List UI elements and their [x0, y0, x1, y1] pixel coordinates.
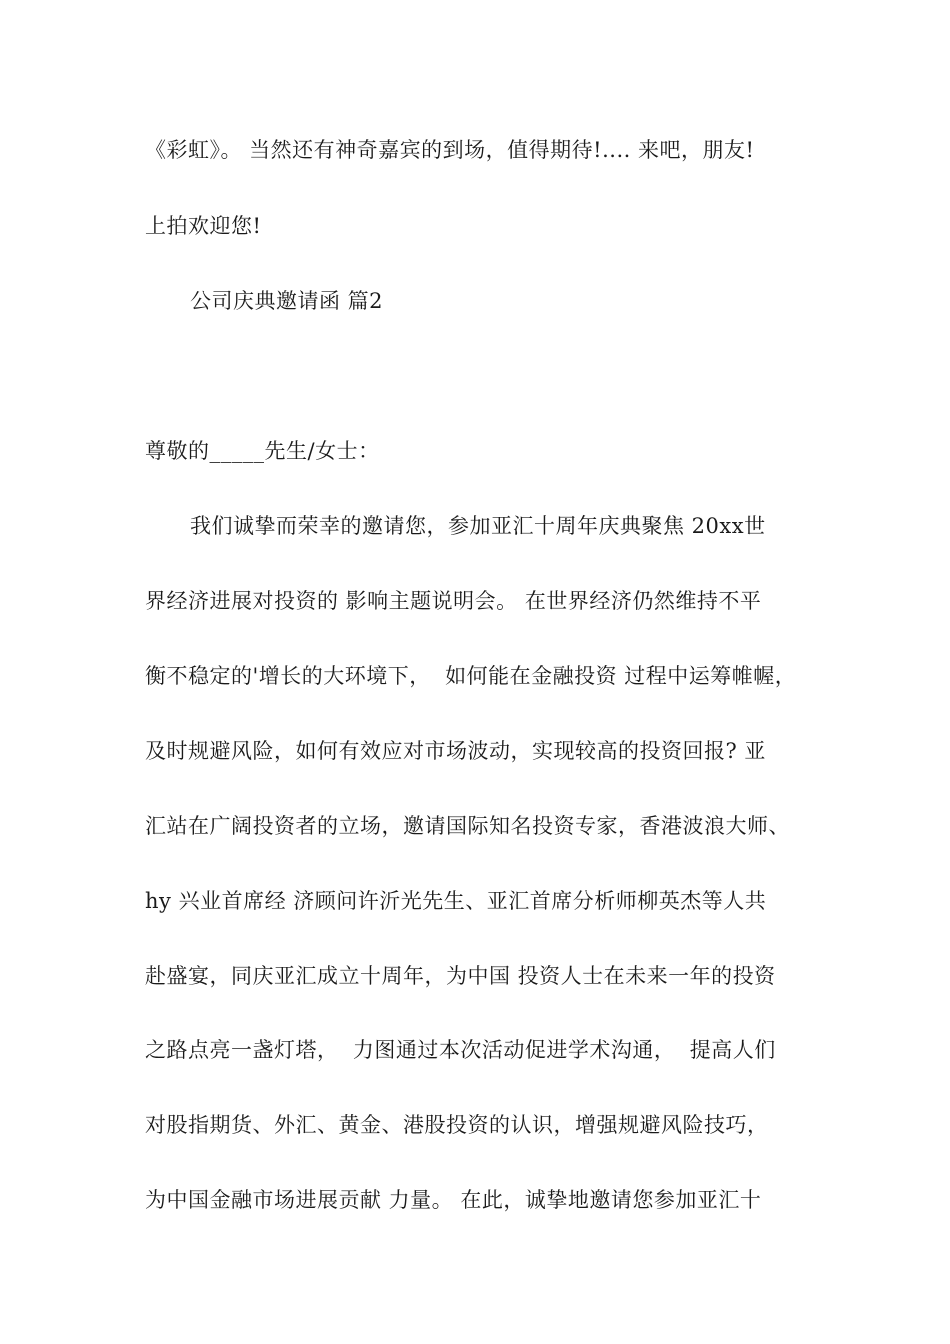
paragraph-line-3: 衡不稳定的'增长的大环境下， 如何能在金融投资 过程中运筹帷幄， [145, 664, 797, 688]
salutation: 尊敬的_____先生/女士： [145, 439, 380, 463]
paragraph-line-6: hy 兴业首席经 济顾问许沂光先生、亚汇首席分析师柳英杰等人共 [145, 889, 767, 913]
section-heading: 公司庆典邀请函 篇2 [190, 289, 384, 313]
paragraph-line-5: 汇站在广阔投资者的立场，邀请国际知名投资专家，香港波浪大师、 [145, 814, 790, 838]
paragraph-line-7: 赴盛宴，同庆亚汇成立十周年，为中国 投资人士在未来一年的投资 [145, 964, 776, 988]
text-line-1: 《彩虹》。 当然还有神奇嘉宾的到场，值得期待!.... 来吧，朋友! [145, 138, 755, 162]
paragraph-line-4: 及时规避风险，如何有效应对市场波动，实现较高的投资回报? 亚 [145, 739, 766, 763]
paragraph-line-2: 界经济进展对投资的 影响主题说明会。 在世界经济仍然维持不平 [145, 589, 762, 613]
paragraph-line-8: 之路点亮一盏灯塔， 力图通过本次活动促进学术沟通， 提高人们 [145, 1038, 776, 1062]
paragraph-line-9: 对股指期货、外汇、黄金、港股投资的认识，增强规避风险技巧， [145, 1113, 769, 1137]
paragraph-line-1: 我们诚挚而荣幸的邀请您，参加亚汇十周年庆典聚焦 20xx世 [190, 514, 766, 538]
text-line-2: 上拍欢迎您! [145, 214, 262, 238]
paragraph-line-10: 为中国金融市场进展贡献 力量。 在此，诚挚地邀请您参加亚汇十 [145, 1188, 762, 1212]
